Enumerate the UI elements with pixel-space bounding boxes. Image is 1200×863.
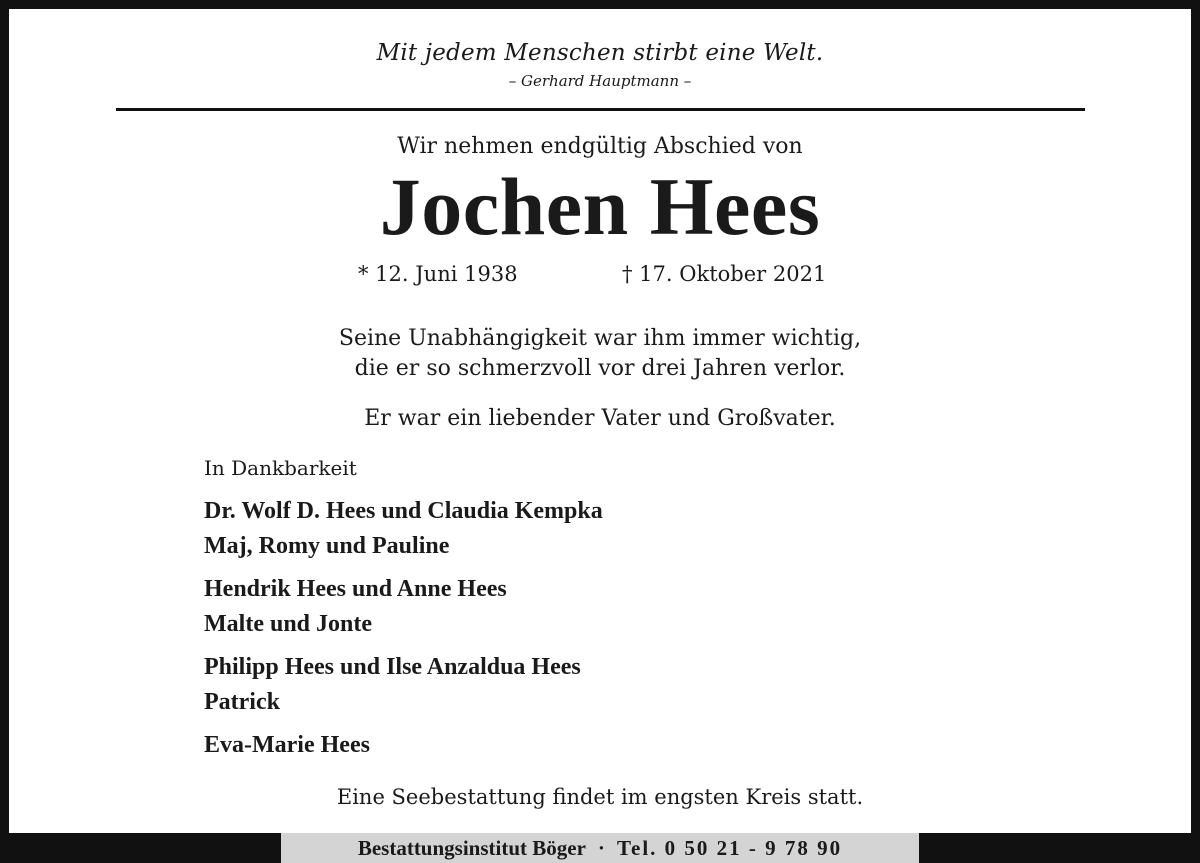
mourner-line: Philipp Hees und Ilse Anzaldua Hees: [204, 654, 581, 680]
mourner-group: [204, 494, 603, 564]
mourner-line: Malte und Jonte: [204, 611, 372, 637]
mourner-line: Maj, Romy und Pauline: [204, 533, 450, 559]
funeral-home-name: Bestattungsinstitut Böger: [357, 835, 586, 860]
funeral-home-phone: Tel. 0 50 21 - 9 78 90: [616, 835, 843, 860]
intro-text: Wir nehmen endgültig Abschied von: [397, 134, 803, 159]
mourners-list: [204, 494, 603, 771]
mourner-group: [204, 572, 603, 642]
tribute-line: Er war ein liebender Vater und Großvater.: [364, 406, 836, 431]
footer-separator: ·: [597, 835, 605, 860]
motto-author: – Gerhard Hauptmann –: [508, 72, 692, 90]
mourner-group: [204, 728, 603, 763]
motto-quote: Mit jedem Menschen stirbt eine Welt.: [376, 40, 824, 66]
tribute-line: die er so schmerzvoll vor drei Jahren verlor.: [354, 356, 846, 381]
tribute-line: Seine Unabhängigkeit war ihm immer wichtig,: [338, 326, 862, 351]
divider-rule: [116, 108, 1085, 111]
mourner-line: Eva-Marie Hees: [204, 732, 370, 758]
mourner-line: Hendrik Hees und Anne Hees: [204, 576, 507, 602]
tribute-paragraph: [0, 404, 1200, 434]
funeral-home-footer: [281, 833, 919, 863]
funeral-notice: Eine Seebestattung findet im engsten Kreis statt.: [336, 785, 864, 809]
death-date: † 17. Oktober 2021: [622, 262, 827, 286]
tribute-paragraph: [0, 324, 1200, 384]
life-dates: [0, 262, 1200, 292]
mourner-group: [204, 650, 603, 720]
birth-date: * 12. Juni 1938: [358, 262, 518, 286]
thanks-heading: In Dankbarkeit: [204, 456, 357, 480]
deceased-name: Jochen Hees: [379, 161, 821, 252]
mourner-line: Dr. Wolf D. Hees und Claudia Kempka: [204, 498, 603, 524]
mourner-line: Patrick: [204, 689, 280, 715]
